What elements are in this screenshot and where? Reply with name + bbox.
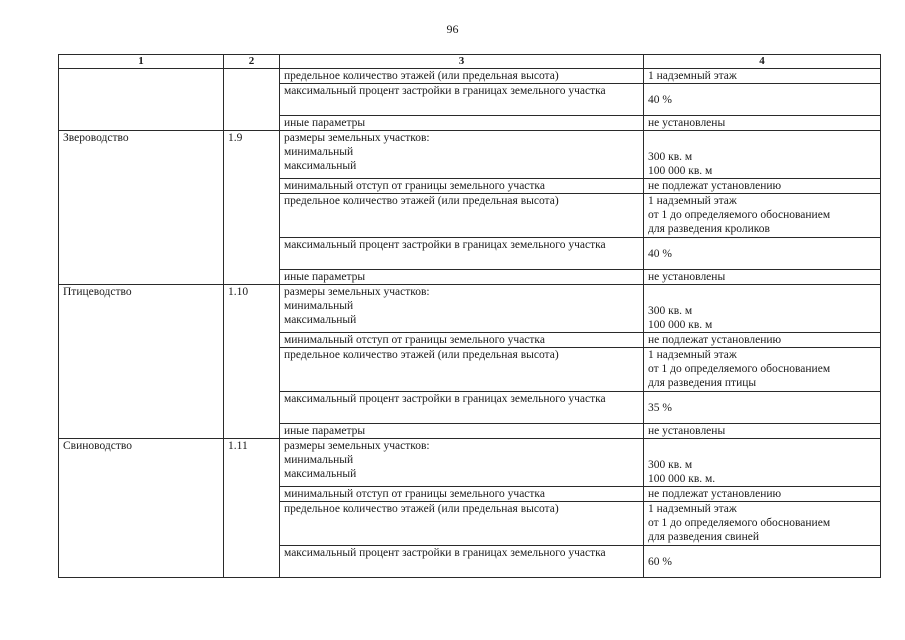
header-cell-4: 4 bbox=[644, 55, 881, 69]
value-cell: не установлены bbox=[644, 270, 881, 285]
regulations-table bbox=[58, 54, 881, 578]
param-cell: минимальный отступ от границы земельного участка bbox=[280, 179, 644, 194]
param-cell: предельное количество этажей (или предельная высота) bbox=[280, 348, 644, 392]
value-cell: не подлежат установлению bbox=[644, 333, 881, 348]
value-cell: 40 % bbox=[644, 84, 881, 116]
param-cell-size: размеры земельных участков: минимальный максимальный bbox=[280, 285, 644, 333]
value-cell: 40 % bbox=[644, 238, 881, 270]
param-cell: предельное количество этажей (или предельная высота) bbox=[280, 69, 644, 84]
param-cell: максимальный процент застройки в границах земельного участка bbox=[280, 238, 644, 270]
header-cell-3: 3 bbox=[280, 55, 644, 69]
param-cell: максимальный процент застройки в границах земельного участка bbox=[280, 84, 644, 116]
value-cell: не установлены bbox=[644, 424, 881, 439]
section-name: Свиноводство bbox=[59, 439, 224, 578]
value-cell: не подлежат установлению bbox=[644, 179, 881, 194]
header-cell-1: 1 bbox=[59, 55, 224, 69]
table-row bbox=[59, 69, 881, 84]
page-number: 96 bbox=[446, 22, 459, 36]
section-code: 1.9 bbox=[224, 131, 280, 285]
section-code: 1.10 bbox=[224, 285, 280, 439]
param-cell: иные параметры bbox=[280, 116, 644, 131]
param-cell: иные параметры bbox=[280, 270, 644, 285]
section-name: Птицеводство bbox=[59, 285, 224, 439]
param-cell-size: размеры земельных участков: минимальный максимальный bbox=[280, 131, 644, 179]
header-row bbox=[59, 55, 881, 69]
value-cell-size: 300 кв. м 100 000 кв. м bbox=[644, 285, 881, 333]
section-code: 1.11 bbox=[224, 439, 280, 578]
param-cell: предельное количество этажей (или предельная высота) bbox=[280, 502, 644, 546]
table-row bbox=[59, 439, 881, 487]
param-cell-size: размеры земельных участков: минимальный максимальный bbox=[280, 439, 644, 487]
value-cell: не установлены bbox=[644, 116, 881, 131]
param-cell: иные параметры bbox=[280, 424, 644, 439]
section-name: Звероводство bbox=[59, 131, 224, 285]
value-cell: 1 надземный этаж от 1 до определяемого обоснованием для разведения кроликов bbox=[644, 194, 881, 238]
value-cell: не подлежат установлению bbox=[644, 487, 881, 502]
param-cell: минимальный отступ от границы земельного участка bbox=[280, 333, 644, 348]
table-row bbox=[59, 131, 881, 179]
header-cell-2: 2 bbox=[224, 55, 280, 69]
table-row bbox=[59, 285, 881, 333]
code-cell-empty bbox=[224, 69, 280, 131]
value-cell: 1 надземный этаж bbox=[644, 69, 881, 84]
value-cell: 60 % bbox=[644, 546, 881, 578]
name-cell-empty bbox=[59, 69, 224, 131]
value-cell-size: 300 кв. м 100 000 кв. м. bbox=[644, 439, 881, 487]
value-cell: 1 надземный этаж от 1 до определяемого обоснованием для разведения птицы bbox=[644, 348, 881, 392]
param-cell: максимальный процент застройки в границах земельного участка bbox=[280, 546, 644, 578]
param-cell: минимальный отступ от границы земельного участка bbox=[280, 487, 644, 502]
value-cell: 1 надземный этаж от 1 до определяемого обоснованием для разведения свиней bbox=[644, 502, 881, 546]
value-cell: 35 % bbox=[644, 392, 881, 424]
value-cell-size: 300 кв. м 100 000 кв. м bbox=[644, 131, 881, 179]
param-cell: максимальный процент застройки в границах земельного участка bbox=[280, 392, 644, 424]
param-cell: предельное количество этажей (или предельная высота) bbox=[280, 194, 644, 238]
